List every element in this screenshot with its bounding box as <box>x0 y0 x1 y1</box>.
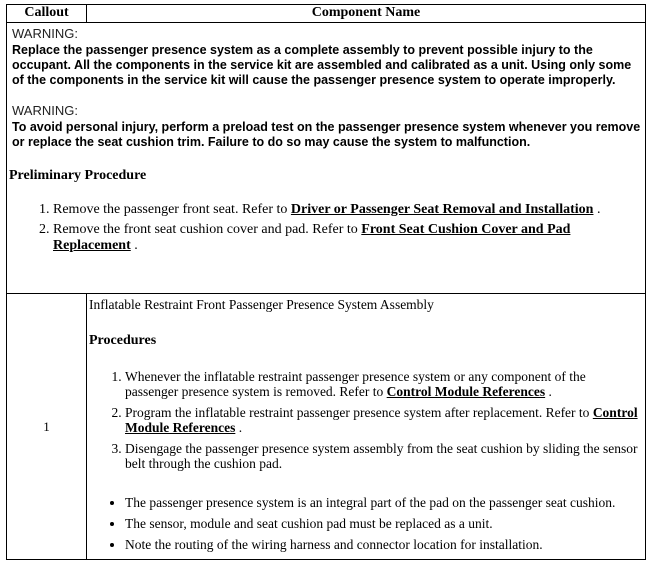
preliminary-title: Preliminary Procedure <box>9 168 147 183</box>
callout-number: 1 <box>7 294 87 560</box>
note-item: • The passenger presence system is an integral part of the pad on the passenger seat cushion. <box>125 495 641 510</box>
notes-list <box>87 477 645 552</box>
procedure-step: 2. Program the inflatable restraint passenger presence system after replacement. Refer to Control Module References . <box>125 405 641 435</box>
component-cell <box>87 294 646 560</box>
warning-text-2: To avoid personal injury, perform a preload test on the passenger presence system whenever you remove or replace the seat cushion trim. Failure to do so may cause the system to malfunction. <box>12 120 641 149</box>
cushion-cover-link[interactable]: Front Seat Cushion Cover and Pad Replacement <box>53 222 571 253</box>
preliminary-steps <box>7 184 645 254</box>
component-name-header: Component Name <box>87 5 646 23</box>
note-item: • Note the routing of the wiring harness and connector location for installation. <box>125 537 641 552</box>
warning-label-1: WARNING: <box>12 26 78 41</box>
component-row <box>7 294 646 560</box>
callout-header: Callout <box>7 5 87 23</box>
warning-text-1: Replace the passenger presence system as a complete assembly to prevent possible injury to the occupant. All the components in the service kit are assembled and calibrated as a unit. Using only some of the components in the service kit will cause the passenger presence system to operate improperly. <box>12 43 632 87</box>
table-header-row <box>7 5 646 23</box>
component-title: Inflatable Restraint Front Passenger Presence System Assembly <box>89 297 434 312</box>
warning-label-2: WARNING: <box>12 103 78 118</box>
preliminary-step: 1. Remove the passenger front seat. Refer to Driver or Passenger Seat Removal and Installation . <box>53 202 635 218</box>
procedure-steps <box>87 349 645 471</box>
procedures-title: Procedures <box>89 333 157 348</box>
component-table <box>6 4 646 560</box>
control-module-link[interactable]: Control Module References <box>125 405 638 435</box>
control-module-link[interactable]: Control Module References <box>386 384 546 399</box>
warning-cell <box>7 23 646 294</box>
procedure-step: 3. Disengage the passenger presence system assembly from the seat cushion by sliding the sensor belt through the cushion pad. <box>125 441 641 471</box>
warning-row <box>7 23 646 294</box>
procedure-step: 1. Whenever the inflatable restraint passenger presence system or any component of the passenger presence system is removed. Refer to Control Module References . <box>125 369 641 399</box>
note-item: • The sensor, module and seat cushion pad must be replaced as a unit. <box>125 516 641 531</box>
preliminary-step: 2. Remove the front seat cushion cover and pad. Refer to Front Seat Cushion Cover and Pad Replacement . <box>53 222 635 254</box>
seat-removal-link[interactable]: Driver or Passenger Seat Removal and Installation <box>290 202 594 217</box>
